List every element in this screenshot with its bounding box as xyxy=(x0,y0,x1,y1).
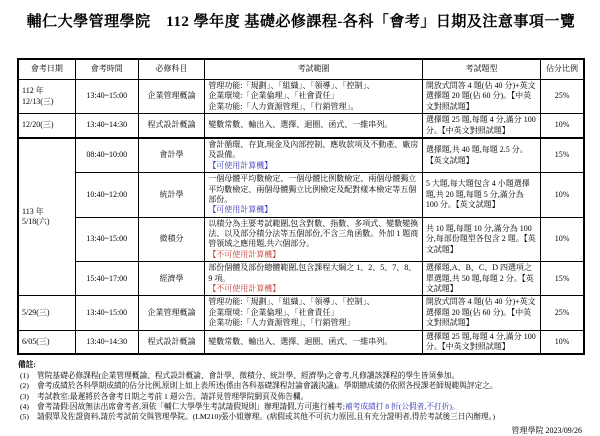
percent-cell: 10% xyxy=(541,217,584,262)
header-type: 考試題型 xyxy=(422,59,540,80)
note-number: (4) xyxy=(20,401,29,411)
percent-cell: 10% xyxy=(541,330,584,354)
exam-scope-cell: 變數常數、輸出入、選擇、迴圈、函式、一維串列。 xyxy=(205,114,423,138)
exam-time-cell: 13:40~14:30 xyxy=(75,114,138,138)
note-text: 考試教室:最遲將於各會考日期之考前 1 週公告。請詳見管理學院網頁及佈告欄。 xyxy=(37,391,309,401)
page-title: 輔仁大學管理學院 112 學年度 基礎必修課程-各科「會考」日期及注意事項一覽 xyxy=(26,14,576,30)
notes-label: 備註: xyxy=(18,360,36,370)
table-header xyxy=(18,59,584,80)
exam-time-cell: 13:40~14:30 xyxy=(75,330,138,354)
exam-scope-cell: 管理功能:「規劃」、「組織」、「領導」、「控制」、 企業環境:「企業倫理」、「社會責任」 企業功能:「人力資源管理」、「行銷管理」。 xyxy=(205,80,423,114)
exam-date-cell: 5/29(三) xyxy=(18,296,75,330)
exam-type-cell: 選擇題,A、B、C、D 四選項之單選題,共 50 題,每題 2 分。【英文試題】 xyxy=(422,262,540,296)
percent-cell: 15% xyxy=(541,138,584,173)
exam-date-cell: 12/20(三) xyxy=(18,114,75,138)
exam-date-cell: 113 年 5/18(六) xyxy=(18,138,75,296)
table-row xyxy=(18,80,584,114)
note-number: (2) xyxy=(20,381,29,391)
calculator-note: 【不可使用計算機】 xyxy=(208,284,281,294)
header-row xyxy=(18,59,584,80)
subject-cell: 企業管理概論 xyxy=(138,296,205,330)
exam-date-cell: 6/05(三) xyxy=(18,330,75,354)
exam-table-body xyxy=(18,80,584,355)
percent-cell: 10% xyxy=(541,173,584,218)
exam-time-cell: 13:40~15:00 xyxy=(75,296,138,330)
note-item xyxy=(16,371,586,381)
header-percent: 佔分比例 xyxy=(541,59,584,80)
note-text: 會考成績於各科學期成績的佔分比例,原則上如上表所述(係由各科基礎課程討論會議決議)。學期總成績仍依照各授課老師規範與評定之。 xyxy=(37,381,498,391)
exam-type-cell: 選擇題 25 題,每題 4 分,滿分 100 分。【中英文對照試題】 xyxy=(422,114,540,138)
table-row xyxy=(18,217,584,262)
subject-cell: 微積分 xyxy=(138,217,205,262)
exam-scope-cell: 以積分為主要考試範圍,包含對數、指數、多項式、變數變換法、以及部分積分法等五個部份,不含三角函數。外加 1 題商管領域之應用題,共六個部分。 【不可使用計算機】 xyxy=(205,217,423,262)
subject-cell: 企業管理概論 xyxy=(138,80,205,114)
exam-schedule-table xyxy=(17,58,585,355)
header-exam-date: 會考日期 xyxy=(18,59,75,80)
exam-type-cell: 共 10 題,每題 10 分,滿分為 100 分,每部份題型各包含 2 題。【英文試題】 xyxy=(422,217,540,262)
subject-cell: 統計學 xyxy=(138,173,205,218)
exam-type-cell: 選擇題 25 題,每題 4 分,滿分 100 分。【中英文對照試題】 xyxy=(422,330,540,354)
note-number: (1) xyxy=(20,370,29,380)
percent-cell: 25% xyxy=(541,296,584,330)
exam-type-cell: 選擇題,共 40 題,每題 2.5 分。【英文試題】 xyxy=(422,138,540,173)
exam-scope-cell: 變數常數、輸出入、選擇、迴圈、函式、一維串列。 xyxy=(205,330,423,354)
notes-section xyxy=(16,360,586,422)
notes-list xyxy=(16,371,586,423)
exam-time-cell: 13:40~15:00 xyxy=(75,217,138,262)
subject-cell: 程式設計概論 xyxy=(138,114,205,138)
percent-cell: 25% xyxy=(541,80,584,114)
note-highlight: 補考成績打 8 折(公假者,不打折)。 xyxy=(344,401,460,411)
header-exam-time: 會考時間 xyxy=(75,59,138,80)
table-row xyxy=(18,296,584,330)
exam-scope-cell: 會計循環、存貨,現金及內部控制、應收款項及不動產、廠房及設備。 【可使用計算機】 xyxy=(205,138,423,173)
exam-time-cell: 10:40~12:00 xyxy=(75,173,138,218)
exam-time-cell: 08:40~10:00 xyxy=(75,138,138,173)
note-item xyxy=(16,392,586,402)
header-scope: 考試範圍 xyxy=(205,59,423,80)
note-item xyxy=(16,381,586,391)
table-row xyxy=(18,138,584,173)
exam-date-cell: 112 年 12/13(三) xyxy=(18,80,75,114)
exam-type-cell: 開放式問答 4 題(佔 40 分)+英文選擇題 20 題(佔 60 分)。【中英文對照試題】 xyxy=(422,296,540,330)
note-number: (5) xyxy=(20,412,29,422)
calculator-note: 【可使用計算機】 xyxy=(208,160,273,170)
note-text: 會考請假:因故無法出席會考者,須依「輔仁大學學生考試請假規則」辦理請假,方可進行補考;補考成績打 8 折(公假者,不打折)。 xyxy=(37,401,460,411)
exam-time-cell: 15:40~17:00 xyxy=(75,262,138,296)
table-row xyxy=(18,262,584,296)
exam-scope-cell: 管理功能:「規劃」、「組織」、「領導」、「控制」、 企業環境:「企業倫理」、「社會責任」 企業功能:「人力資源管理」、「行銷管理」 xyxy=(205,296,423,330)
exam-type-cell: 5 大題,每大題包含 4 小題選擇題,共 20 題,每題 5 分,滿分為 100 分。【英文試題】 xyxy=(422,173,540,218)
header-subject: 必修科目 xyxy=(138,59,205,80)
exam-scope-cell: 一個母體平均數檢定、一個母體比例數檢定、兩個母體獨立平均數檢定、兩個母體獨立比例檢定及配對樣本檢定等五個部份。 【可使用計算機】 xyxy=(205,173,423,218)
table-row xyxy=(18,330,584,354)
subject-cell: 會計學 xyxy=(138,138,205,173)
table-row xyxy=(18,114,584,138)
calculator-note: 【不可使用計算機】 xyxy=(208,249,281,259)
note-text: 管院基礎必修課程(企業管理概論、程式設計概論、會計學、微積分、統計學、經濟學)之會考,凡修讀該課程的學生皆須參加。 xyxy=(37,370,460,380)
note-item xyxy=(16,412,586,422)
exam-scope-cell: 部份個體及部份總體範圍,包含課程大綱之 1、2、5、7、8、9 項。 【不可使用計算機】 xyxy=(205,262,423,296)
subject-cell: 經濟學 xyxy=(138,262,205,296)
percent-cell: 10% xyxy=(541,114,584,138)
subject-cell: 程式設計概論 xyxy=(138,330,205,354)
exam-time-cell: 13:40~15:00 xyxy=(75,80,138,114)
note-item xyxy=(16,402,586,412)
footer-credit: 管理學院 2023/09/26 xyxy=(511,425,582,435)
exam-type-cell: 開放式問答 4 題(佔 40 分)+英文選擇題 20 題(佔 60 分)。【中英文對照試題】 xyxy=(422,80,540,114)
percent-cell: 15% xyxy=(541,262,584,296)
table-row xyxy=(18,173,584,218)
note-text: 請假單及佐證資料,請於考試前交與管理學院。(LM210)張小姐辦理。(病假或其他不可抗力原因,且有充分證明者,得於考試後三日內辦理。) xyxy=(37,412,496,422)
note-number: (3) xyxy=(20,391,29,401)
calculator-note: 【可使用計算機】 xyxy=(208,205,273,215)
